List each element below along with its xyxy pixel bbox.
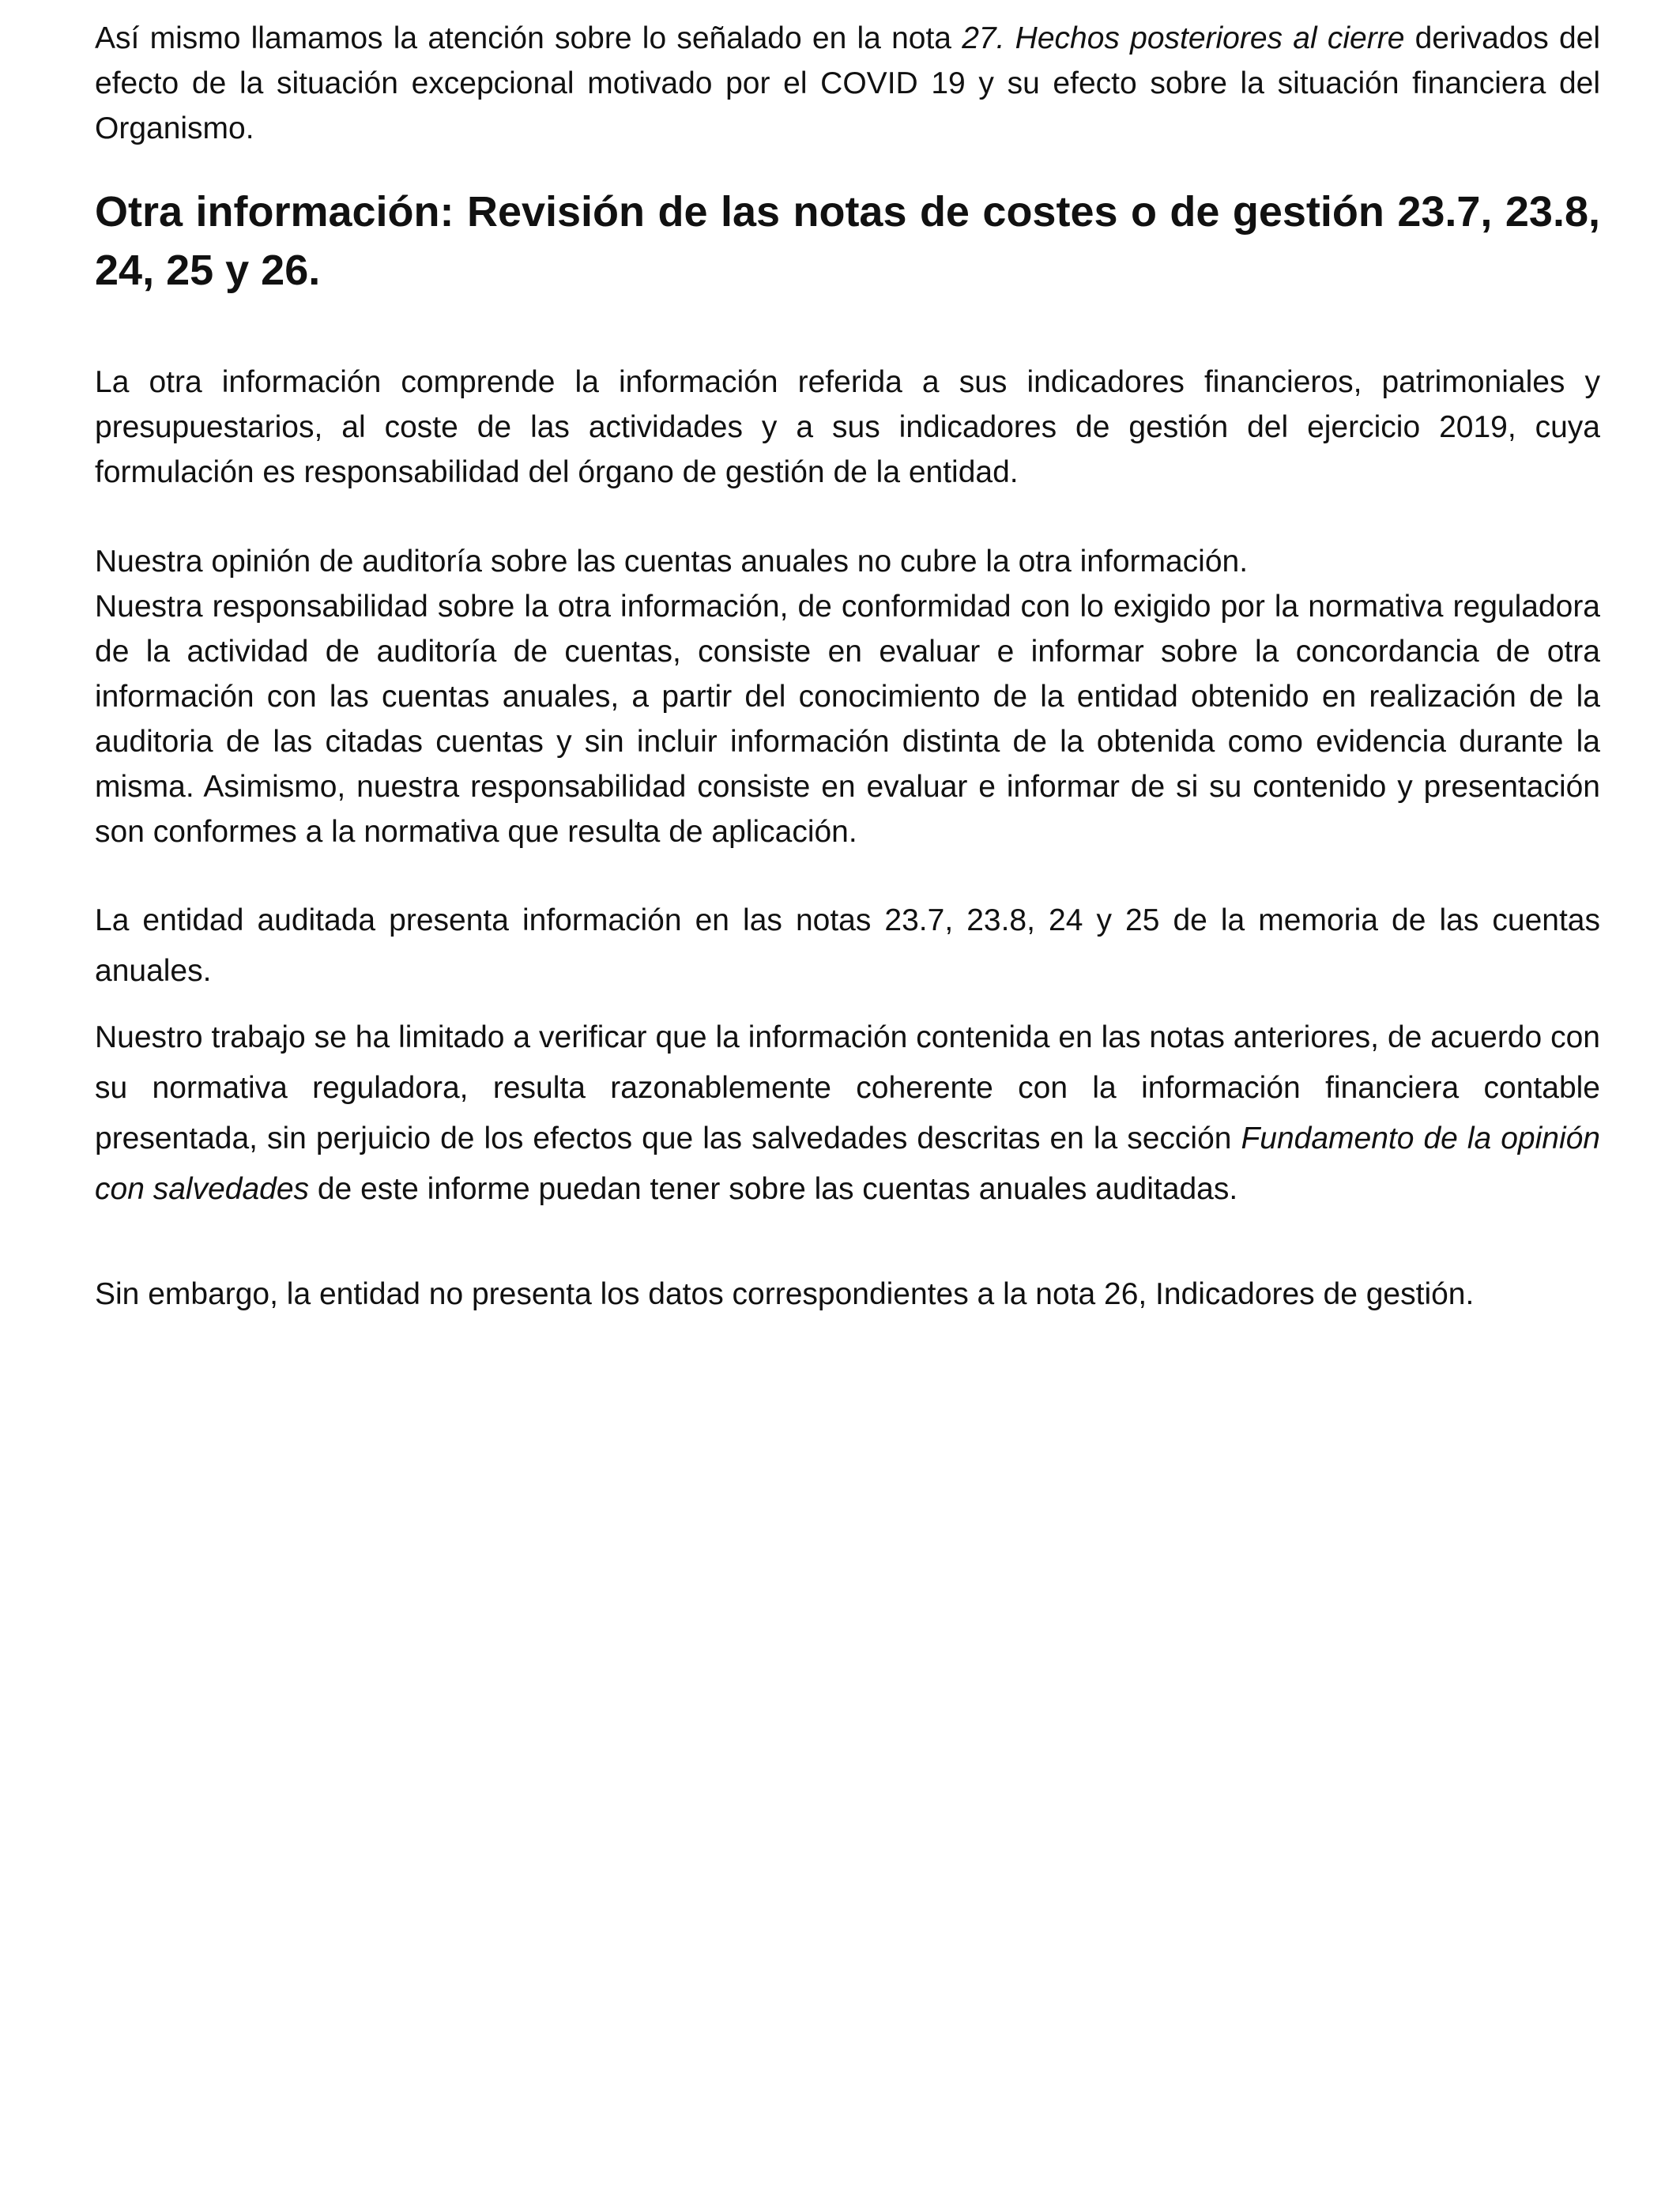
paragraph-opinion: Nuestra opinión de auditoría sobre las cuentas anuales no cubre la otra información. [95,545,1249,579]
section-heading: Otra información: Revisión de las notas de costes o de gestión 23.7, 23.8, 24, 25 y 26. [95,188,1600,294]
trabajo-section-reference: Fundamento de la opinión con salvedades [95,1122,1600,1206]
paragraph-entidad-auditada: La entidad auditada presenta información en las notas 23.7, 23.8, 24 y 25 de la memoria de las cuentas anuales. [95,903,1600,988]
paragraph-sin-embargo: Sin embargo, la entidad no presenta los datos correspondientes a la nota 26, Indicadores de gestión. [95,1277,1475,1311]
paragraph-trabajo [95,1012,1600,1215]
intro-text-after: derivados del efecto de la situación excepcional motivado por el COVID 19 y su efecto sobre la situación financiera del Organismo. [95,21,1600,145]
paragraph-otra-informacion: La otra información comprende la información referida a sus indicadores financieros, patrimoniales y presupuestarios, al coste de las actividades y a sus indicadores de gestión del ejercicio 2019, cuya formulación es responsabilidad del órgano de gestión de la entidad. [95,365,1600,489]
paragraph-responsabilidad: Nuestra responsabilidad sobre la otra información, de conformidad con lo exigido por la normativa reguladora de la actividad de auditoría de cuentas, consiste en evaluar e informar sobre la concordancia de otra información con las cuentas anuales, a partir del conocimiento de la entidad obtenido en realización de la auditoria de las citadas cuentas y sin incluir información distinta de la obtenida como evidencia durante la misma. Asimismo, nuestra responsabilidad consiste en evaluar e informar de si su contenido y presentación son conformes a la normativa que resulta de aplicación. [95,590,1600,849]
intro-note-reference: 27. Hechos posteriores al cierre [962,21,1405,55]
intro-paragraph [95,16,1600,151]
document-page [95,16,1600,1317]
intro-text-before: Así mismo llamamos la atención sobre lo señalado en la nota [95,21,962,55]
trabajo-text-after: de este informe puedan tener sobre las cuentas anuales auditadas. [309,1172,1238,1206]
trabajo-text-before: Nuestro trabajo se ha limitado a verificar que la información contenida en las notas anteriores, de acuerdo con su normativa reguladora, resulta razonablemente coherente con la información financiera contable presentada, sin perjuicio de los efectos que las salvedades descritas en la sección [95,1020,1600,1155]
